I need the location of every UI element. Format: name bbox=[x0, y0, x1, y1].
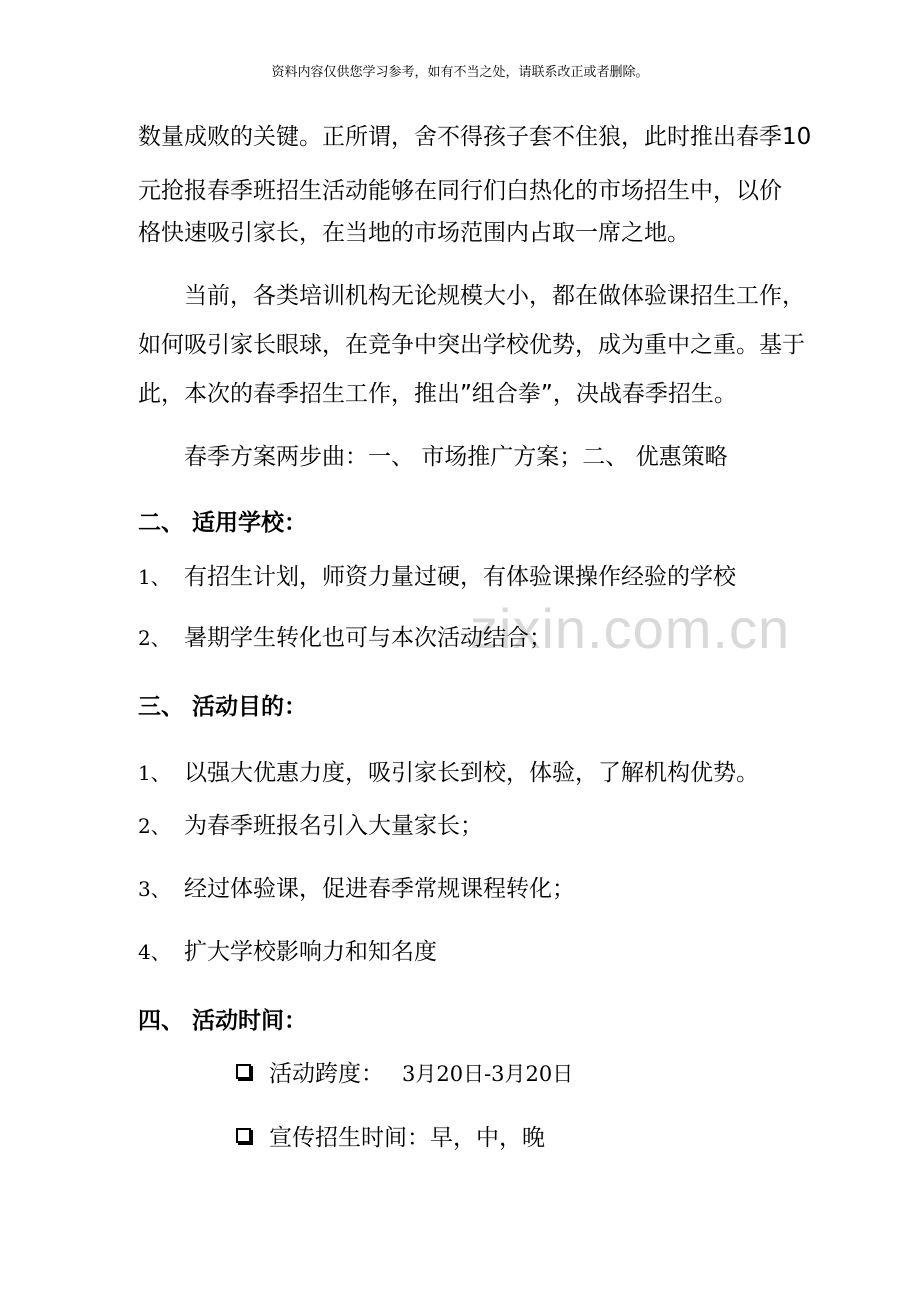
section-2-item-1 bbox=[138, 562, 736, 592]
item-number: 4、 bbox=[138, 940, 171, 964]
item-number: 1、 bbox=[138, 761, 171, 785]
para3: 春季方案两步曲：一、 市场推广方案；二、 优惠策略 bbox=[184, 444, 728, 470]
section-3-item-1 bbox=[138, 758, 759, 788]
bullet-label: 宣传招生时间：早，中，晚 bbox=[269, 1125, 545, 1151]
page-header-disclaimer: 资料内容仅供您学习参考，如有不当之处，请联系改正或者删除。 bbox=[271, 65, 649, 80]
section-3-title: 活动目的： bbox=[192, 694, 307, 720]
section-2-title: 适用学校： bbox=[192, 510, 307, 536]
section-2-heading bbox=[138, 508, 307, 538]
section-3-item-4 bbox=[138, 937, 437, 967]
bullet-label: 活动跨度： bbox=[269, 1061, 384, 1087]
checkbox-bullet-icon bbox=[236, 1128, 251, 1143]
section-3-heading bbox=[138, 692, 307, 722]
section-3-number: 三、 bbox=[138, 694, 184, 720]
bullet-value: 3月20日-3月20日 bbox=[402, 1062, 574, 1086]
item-text: 经过体验课，促进春季常规课程转化； bbox=[184, 876, 575, 902]
intro-line-3: 格快速吸引家长，在当地的市场范围内占取一席之地。 bbox=[138, 220, 690, 246]
item-text: 为春季班报名引入大量家长； bbox=[184, 813, 483, 839]
schedule-bullet-1 bbox=[236, 1059, 573, 1089]
checkbox-bullet-icon bbox=[236, 1064, 251, 1079]
para2-line-2: 如何吸引家长眼球，在竞争中突出学校优势，成为重中之重。基于 bbox=[138, 332, 805, 358]
item-number: 3、 bbox=[138, 877, 171, 901]
item-text: 以强大优惠力度，吸引家长到校，体验，了解机构优势。 bbox=[184, 760, 759, 786]
section-2-item-2 bbox=[138, 623, 552, 653]
item-number: 2、 bbox=[138, 626, 171, 650]
section-4-heading bbox=[138, 1006, 307, 1036]
para2-line-1: 当前，各类培训机构无论规模大小，都在做体验课招生工作， bbox=[184, 283, 805, 309]
item-text: 暑期学生转化也可与本次活动结合； bbox=[184, 625, 552, 651]
section-3-item-3 bbox=[138, 874, 575, 904]
item-text: 扩大学校影响力和知名度 bbox=[184, 939, 437, 965]
watermark: zixin.com.cn bbox=[470, 597, 791, 660]
intro-line-1: 数量成败的关键。正所谓，舍不得孩子套不住狼，此时推出春季10 bbox=[138, 124, 812, 150]
item-number: 1、 bbox=[138, 565, 171, 589]
item-text: 有招生计划，师资力量过硬，有体验课操作经验的学校 bbox=[184, 564, 736, 590]
para2-line-3: 此，本次的春季招生工作，推出”组合拳”，决战春季招生。 bbox=[138, 381, 737, 407]
item-number: 2、 bbox=[138, 814, 171, 838]
intro-line-2: 元抢报春季班招生活动能够在同行们白热化的市场招生中，以价 bbox=[138, 178, 782, 204]
section-4-title: 活动时间： bbox=[192, 1008, 307, 1034]
section-3-item-2 bbox=[138, 811, 483, 841]
schedule-bullet-2 bbox=[236, 1123, 545, 1153]
section-2-number: 二、 bbox=[138, 510, 184, 536]
section-4-number: 四、 bbox=[138, 1008, 184, 1034]
